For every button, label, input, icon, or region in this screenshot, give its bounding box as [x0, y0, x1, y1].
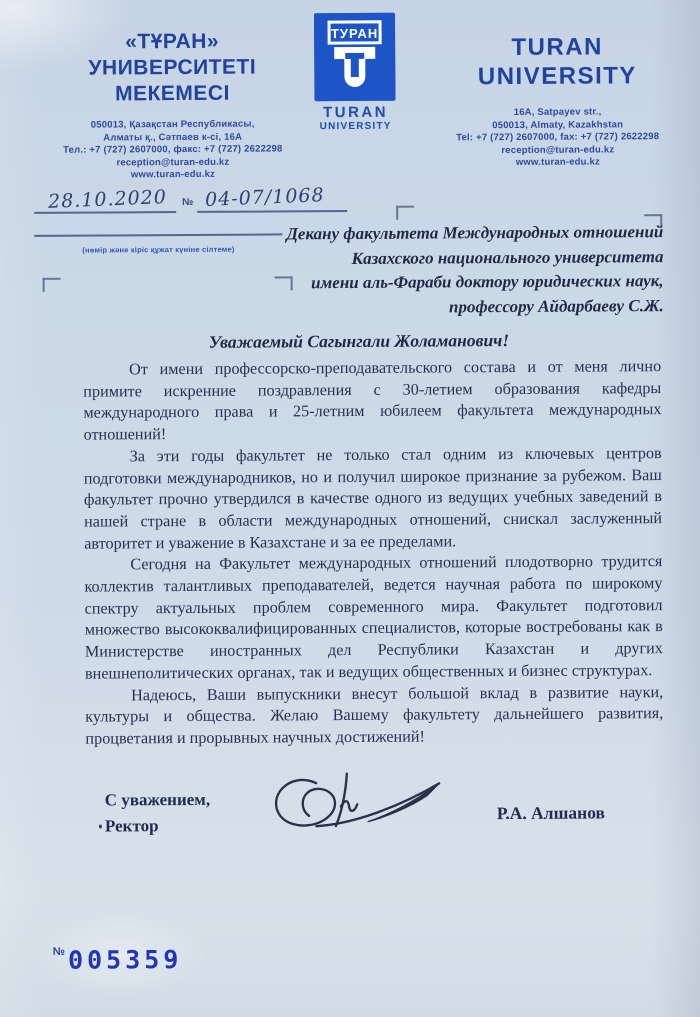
- logo-caption-line: TURAN: [323, 103, 389, 122]
- date-field: [34, 181, 176, 214]
- org-name-kazakh: [32, 28, 312, 108]
- address-line: 050013, Almaty, Kazakhstan: [492, 118, 624, 131]
- number-sign-label: №: [182, 196, 194, 209]
- rector-signature-icon: [257, 767, 462, 846]
- recipient-line: Казахского национального университета: [351, 246, 664, 268]
- paragraph: За эти годы факультет не только стал одним из ключевых центров подготовки международников, но и получил широкое признание за рубежом. Ваш факультет прочно утвердился в качестве одного из ведущих учебных заведений в нашей стране в области международных отношений, снискал заслуженный авторитет и уважение в Казахстане и за ее пределами.: [83, 443, 663, 553]
- logo-box-text: ТУРАН: [330, 25, 379, 42]
- closing-block: [105, 787, 211, 840]
- signer-name: Р.А. Алшанов: [496, 802, 606, 824]
- org-name-kazakh-line: УНИВЕРСИТЕТІ: [88, 55, 257, 80]
- recipient-line: профессору Айдарбаеву С.Ж.: [448, 295, 664, 316]
- logo-caption-line: UNIVERSITY: [319, 120, 392, 133]
- corner-mark: [43, 278, 61, 292]
- stamp-number-sign: №: [52, 945, 66, 958]
- paragraph: Надеюсь, Ваши выпускники внесут большой вклад в развитие науки, культуры и общества. Желаю Вашему факультету дальнейшего развития, процветания и прорывных научных достижений!: [85, 682, 664, 748]
- letterhead-kazakh-block: [32, 28, 313, 182]
- reference-number-field: [197, 180, 347, 213]
- closing-line: Ректор: [104, 816, 159, 836]
- org-name-kazakh-line: «ТҰРАН»: [125, 29, 220, 54]
- recipient-line: имени аль-Фараби доктору юридических наук,: [311, 271, 664, 293]
- salutation: Уважаемый Сагынгали Жоламанович!: [208, 330, 510, 352]
- paragraph: Сегодня на Факультет международных отношений плодотворно трудится коллектив талантливых преподавателей, ведется научная работа по широкому спектру актуальных проблем современного мира. Факультет подготовил множество высококвалифицированных специалистов, которые востребованы как в Министерстве иностранных дел Республики Казахстан и других внешнеполитических органах, так и ведущих общественных и бизнес структурах.: [84, 552, 663, 683]
- address-kazakh: [33, 118, 313, 182]
- address-line: Алматы қ., Сәтпаев к-сі, 16А: [103, 131, 243, 144]
- corner-mark: [396, 206, 414, 220]
- handwritten-reference-number: 04-07/1068: [204, 184, 326, 211]
- closing-line: С уважением,: [104, 789, 211, 810]
- reference-caption-rule: [34, 233, 282, 258]
- address-line: Tel: +7 (727) 2607000, fax: +7 (727) 2622298: [456, 131, 660, 144]
- org-name-english-line: UNIVERSITY: [477, 62, 637, 91]
- email-text: reception@turan-edu.kz: [116, 156, 230, 168]
- turan-logo-icon: [314, 13, 396, 101]
- address-english: [428, 106, 688, 170]
- logo-caption: [315, 104, 397, 134]
- recipient-line: Декану факультета Международных отношений: [286, 222, 664, 244]
- university-logo: [314, 13, 397, 133]
- paragraph: От имени профессорско-преподавательского состава и от меня лично примите искренние поздравления с 30-летием образования кафедры международного права и 25-летним юбилеем факультета международных отношений!: [83, 357, 662, 444]
- website-text: www.turan-edu.kz: [515, 156, 600, 168]
- handwritten-date: 28.10.2020: [47, 186, 168, 213]
- reference-caption: (нөмір және кіріс құжат күніне сілтеме): [82, 244, 235, 255]
- address-line: Тел.: +7 (727) 2607000, факс: +7 (727) 2622298: [63, 143, 283, 156]
- email-text: reception@turan-edu.kz: [501, 143, 615, 156]
- address-line: 16A, Satpayev str.,: [513, 106, 602, 118]
- org-name-english: [427, 32, 687, 92]
- org-name-kazakh-line: МЕКЕМЕСІ: [114, 81, 230, 106]
- ink-speck: [99, 825, 102, 829]
- org-name-english-line: TURAN: [511, 33, 604, 62]
- letter-body: [83, 356, 663, 750]
- serial-number-stamp: [53, 945, 183, 975]
- recipient-block: [268, 220, 664, 320]
- letterhead-english-block: [427, 32, 688, 170]
- website-text: www.turan-edu.kz: [130, 168, 216, 181]
- address-line: 050013, Қазақстан Республикасы,: [90, 118, 255, 131]
- stamp-number-digits: 005359: [67, 945, 183, 975]
